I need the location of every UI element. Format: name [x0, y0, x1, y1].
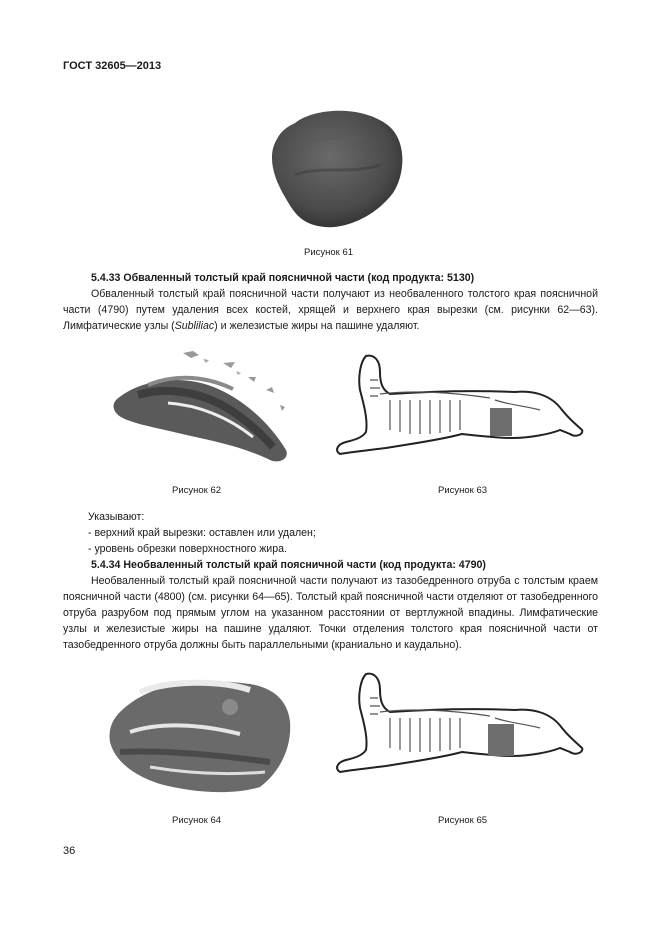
section-5-4-33-text-a: Обваленный толстый край поясничной части получают из необваленного толстого края поясничной части (4790) путем удаления всех костей, хрящей и верхнего края вырезки (см. рисунки 62—63). Лимфатические узлы ( [63, 288, 598, 332]
figure-64-image [100, 672, 300, 802]
indication-item: - уровень обрезки поверхностного жира. [88, 543, 287, 555]
figure-62-caption: Рисунок 62 [172, 485, 222, 496]
document-id: ГОСТ 32605—2013 [63, 60, 162, 72]
figure-62-image [108, 345, 298, 470]
figure-65-image [330, 668, 590, 783]
section-5-4-34-heading: 5.4.34 Необваленный толстый край поясничной части (код продукта: 4790) [91, 559, 486, 571]
indication-list [88, 509, 316, 557]
figure-64-caption: Рисунок 64 [172, 815, 222, 826]
figure-61-caption: Рисунок 61 [304, 247, 354, 258]
section-5-4-33 [63, 270, 598, 334]
highlighted-cut-area [490, 408, 512, 436]
page-number: 36 [63, 845, 76, 857]
section-5-4-34-body: Необваленный толстый край поясничной части получают из тазобедренного отруба с толстым краем поясничной части (4800) (см. рисунки 64—65). Толстый край поясничной части отделяют от тазобедренного отруба разрубом под прямым углом на указанном расстоянии от вертлужной впадины. Лимфатические узлы и железистые жиры на пашине удаляют. Точки отделения толстого края поясничной части от тазобедренного отруба должны быть параллельными (краниально и каудально). [63, 575, 598, 651]
section-5-4-33-latin-term: Subliliac [174, 320, 215, 332]
figure-63-image [330, 350, 590, 465]
figure-63-caption: Рисунок 63 [438, 485, 488, 496]
figure-65-caption: Рисунок 65 [438, 815, 488, 826]
section-5-4-33-text-b: ) и железистые жиры на пашине удаляют. [214, 320, 420, 332]
indication-item: - верхний край вырезки: оставлен или удален; [88, 527, 316, 539]
section-5-4-33-heading: 5.4.33 Обваленный толстый край поясничной части (код продукта: 5130) [91, 272, 475, 284]
section-5-4-33-body [63, 286, 598, 334]
indication-label: Указывают: [88, 511, 145, 523]
figure-61-image [255, 105, 415, 235]
section-5-4-34 [63, 557, 598, 653]
highlighted-cut-area [488, 724, 514, 756]
